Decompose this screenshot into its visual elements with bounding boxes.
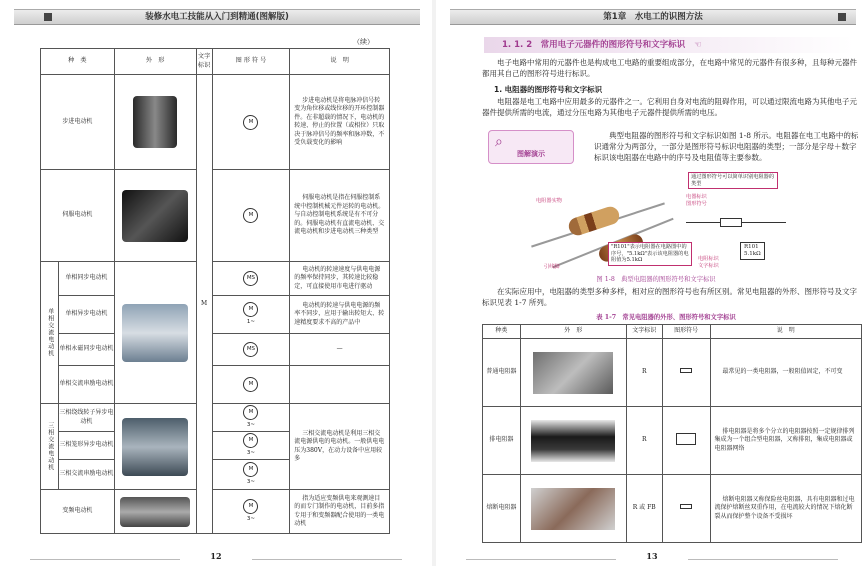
symbol-cell (662, 407, 710, 475)
sub-heading: 1. 电阻器的图形符号和文字标识 (494, 85, 603, 94)
left-header-title: 装修水电工技能从入门到精通(图解版) (145, 12, 289, 22)
row-desc (290, 366, 390, 404)
continued-label: （续） (353, 38, 374, 46)
row-mark: R (626, 339, 662, 407)
symbol-cell (212, 262, 290, 296)
row-desc: — (290, 334, 390, 366)
header-appearance: 外 形 (520, 325, 626, 339)
intro-paragraph: 电子电路中常用的元器件也是构成电工电路的重要组成部分，在电路中常见的元器件有很多种，且每种元器件都用其自己的图形符号进行标识。 (482, 58, 857, 78)
section-title-text: 1. 1. 2 常用电子元器件的图形符号和文字标识 (502, 40, 686, 50)
motor-symbol-icon: M (243, 377, 258, 392)
symbol-cell (212, 366, 290, 404)
page-number: 13 (646, 551, 658, 561)
left-page (0, 0, 432, 566)
table-row (41, 262, 390, 296)
vfd-motor-image (114, 490, 196, 534)
left-page-footer (0, 551, 432, 561)
table-row (483, 339, 862, 407)
header-text-mark: 文字标识 (196, 49, 212, 75)
right-page-footer (436, 551, 868, 561)
resistor-id: R101 (744, 244, 759, 250)
row-name: 三相交流串励电动机 (58, 460, 114, 490)
header-kind: 种类 (483, 325, 521, 339)
row-name: 三相绕线转子异步电动机 (58, 404, 114, 432)
right-header-title: 第1章 水电工的识图方法 (603, 12, 703, 22)
table-header-row (483, 325, 862, 339)
right-page-header (450, 9, 856, 25)
symbol-cell (212, 334, 290, 366)
row-name: 普通电阻器 (483, 339, 521, 407)
symbol-cell (212, 404, 290, 432)
section-title (484, 37, 854, 53)
motor-table (40, 48, 390, 534)
page-number: 12 (210, 551, 222, 561)
motor-symbol-icon: MS (243, 342, 258, 357)
symbol-cell (212, 432, 290, 460)
header-square-icon (44, 13, 52, 21)
resistor-paragraph: 电阻器是电工电路中应用最多的元器件之一。它利用自身对电流的阻碍作用，可以通过限流电路为其他电子元器件提供所需的电流，通过分压电路为其他电子元器件提供所需的电压。 (482, 97, 857, 117)
motor-symbol-icon: M 3~ (243, 462, 258, 477)
figure-caption: 图 1-8 典型电阻器的图形符号和文字标识 (596, 276, 716, 283)
row-desc: 步进电动机是将电脉冲信号转变为角位移或线位移的开环控制器件。在非超载的情况下，电动机的转速、停止的位置（或相位）只取决于脉冲信号的频率和脉冲数，不受负载变化的影响 (290, 75, 390, 170)
row-name: 单相永磁同步电动机 (58, 334, 114, 366)
resistor-symbol-icon (680, 368, 692, 373)
group-label: 单相交流电动机 (41, 262, 59, 404)
right-page (436, 0, 868, 566)
symbol-cell (212, 460, 290, 490)
table-row (41, 75, 390, 170)
symbol-cell (662, 475, 710, 543)
resistor-figure (508, 172, 808, 280)
table-row (41, 490, 390, 534)
row-desc: 电动机的转速速度与供电电源的频率保持同步，其转速比较稳定，可直接使用市电进行驱动 (290, 262, 390, 296)
resistor-value: 5.1kΩ (744, 251, 761, 257)
symbol-cell (662, 339, 710, 407)
resistor-photo (566, 204, 621, 237)
motor-symbol-icon: M 3~ (243, 405, 258, 420)
row-desc: 最常见的一类电阻器，一般阻值固定，不可变 (710, 339, 861, 407)
left-page-header (14, 9, 420, 25)
group-label: 三相交流电动机 (41, 404, 59, 490)
usage-paragraph: 在实际应用中，电阻器的类型多种多样，相对应的图形符号也有所区别。常见电阻器的外形、图形符号及文字标识见表 1-7 所列。 (482, 287, 857, 307)
row-name: 伺服电动机 (41, 170, 115, 262)
label-type-box: 通过图形符号可以简单识别电阻器的类型 (688, 172, 778, 189)
resistor-network-image (520, 407, 626, 475)
header-text-mark: 文字标识 (626, 325, 662, 339)
motor-symbol-icon: MS (243, 271, 258, 286)
symbol-cell (212, 75, 290, 170)
row-name: 三相笼形异步电动机 (58, 432, 114, 460)
demo-badge (488, 130, 574, 164)
single-phase-motor-image (114, 262, 196, 404)
stepper-motor-image (114, 75, 196, 170)
table-row (41, 296, 390, 334)
header-symbol: 图 形 符 号 (212, 49, 290, 75)
header-kind: 种 类 (41, 49, 115, 75)
row-desc: 排电阻器是将多个分立的电阻器按照一定规律排列集成为一个组合型电阻器，又称排阻，集成电阻器或电阻器网络 (710, 407, 861, 475)
row-name: 步进电动机 (41, 75, 115, 170)
three-phase-motor-image (114, 404, 196, 490)
row-name: 单相交流串励电动机 (58, 366, 114, 404)
table-row (483, 475, 862, 543)
header-note: 说 明 (710, 325, 861, 339)
fuse-resistor-image (520, 475, 626, 543)
row-name: 单相异步电动机 (58, 296, 114, 334)
symbol-cell (212, 296, 290, 334)
label-text-mark: 电阻标识 文字标识 (698, 256, 719, 269)
motor-symbol-icon: M (243, 115, 258, 130)
resistor-id-box (740, 242, 765, 260)
label-note-box: "R101"表示电阻器在电路图中的序号，"5.1kΩ"表示该电阻器的电阻值为5.1kΩ (608, 242, 692, 266)
row-desc: 电动机的转速与供电电源的频率不同步，应用于输出转矩大、转速精度要求不高的产品中 (290, 296, 390, 334)
demo-label: 图解演示 (517, 149, 545, 158)
symbol-cell (212, 170, 290, 262)
header-symbol: 图形符号 (662, 325, 710, 339)
header-square-icon (838, 13, 846, 21)
hand-pointer-icon: ☜ (694, 40, 702, 50)
label-lead: 引线脚 (544, 264, 560, 270)
table-header-row (41, 49, 390, 75)
table-row (41, 170, 390, 262)
table-row (41, 334, 390, 366)
row-desc: 指为适应变频供电来观测速目的而专门制作的电动机，目前多指专用于和变频器配合使用的一类电动机 (290, 490, 390, 534)
text-mark-cell: M (196, 75, 212, 534)
resistor-network-symbol-icon (676, 433, 696, 445)
row-name: 排电阻器 (483, 407, 521, 475)
fuse-resistor-symbol-icon (680, 504, 692, 509)
table-row (483, 407, 862, 475)
magnifier-icon: ⌕ (495, 134, 503, 150)
row-name: 熔断电阻器 (483, 475, 521, 543)
motor-symbol-icon: M 3~ (243, 433, 258, 448)
table-row (41, 404, 390, 432)
row-desc: 三相交流电动机是利用三相交流电源供电的电动机。一般供电电压为380V，在动力设备中应用较多 (290, 404, 390, 490)
motor-symbol-icon: M (243, 208, 258, 223)
motor-symbol-icon: M 1~ (243, 302, 258, 317)
resistor-image (520, 339, 626, 407)
motor-symbol-icon: M 3~ (243, 499, 258, 514)
resistor-table (482, 324, 862, 543)
label-physical: 电阻器实物 (536, 198, 562, 204)
header-note: 说 明 (290, 49, 390, 75)
row-desc: 熔断电阻器又称保险丝电阻器，具有电阻器和过电流保护熔断丝双重作用，在电流较大的情况下熔化断裂从而保护整个设备不受损坏 (710, 475, 861, 543)
row-mark: R 或 FB (626, 475, 662, 543)
typical-resistor-paragraph: 典型电阻器的图形符号和文字标识如图 1-8 所示。电阻器在电工电路中的标识通常分为两部分，一部分是图形符号标识电阻器的类型；一部分是字母＋数字标识该电阻器在电路中的序号及电阻值等主要参数。 (594, 131, 859, 162)
servo-motor-image (114, 170, 196, 262)
resistor-symbol-icon (720, 218, 742, 227)
row-name: 单相同步电动机 (58, 262, 114, 296)
row-name: 变频电动机 (41, 490, 115, 534)
row-mark: R (626, 407, 662, 475)
symbol-cell (212, 490, 290, 534)
label-symbol: 电器标识 图形符号 (686, 194, 707, 207)
table-row (41, 366, 390, 404)
table-caption: 表 1-7 常见电阻器的外形、图形符号和文字标识 (596, 314, 736, 321)
header-appearance: 外 形 (114, 49, 196, 75)
row-desc: 伺服电动机是指在伺服控制系统中控制机械元件运转的电动机。与自动控制电机系统是有不可分的。伺服电动机有直流电动机、交流电动机和步进电动机三种类型 (290, 170, 390, 262)
